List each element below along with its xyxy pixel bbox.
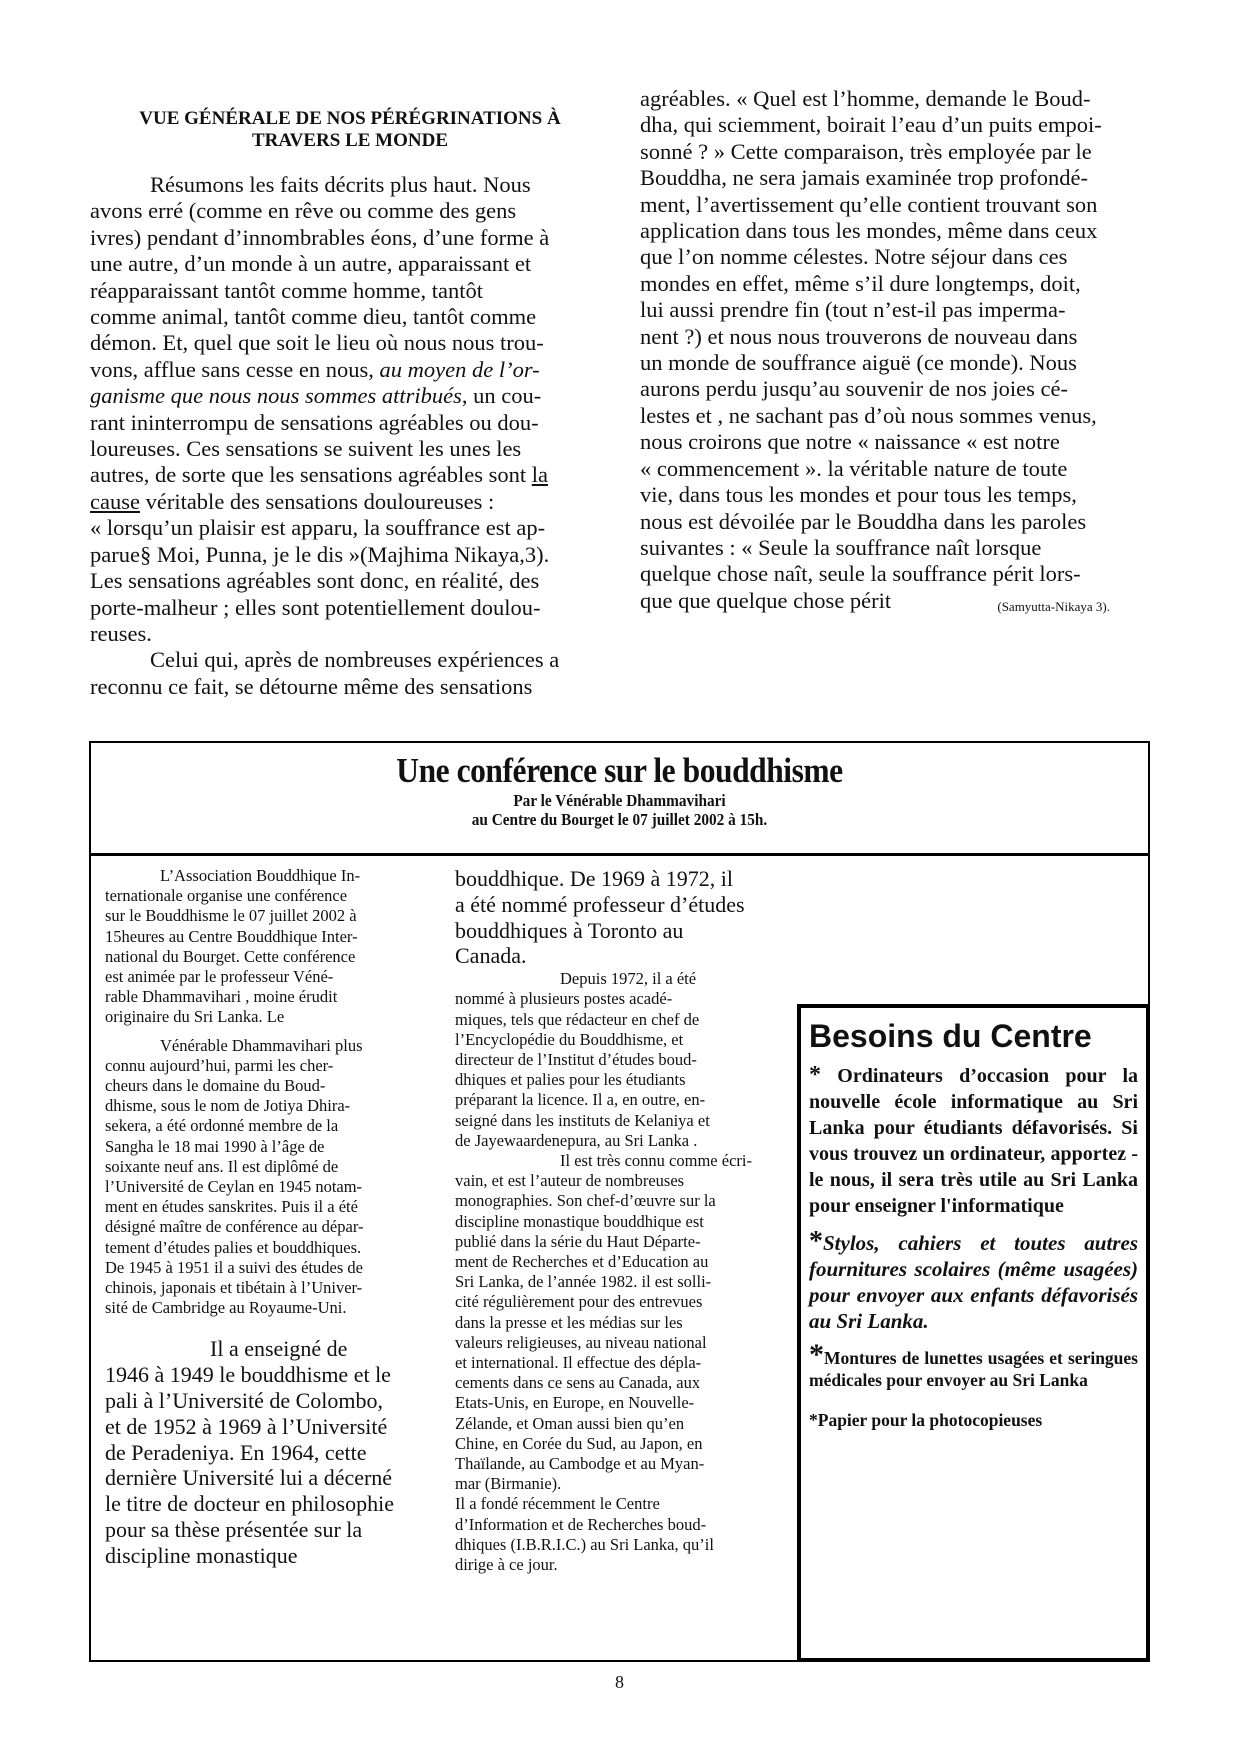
text-line: ternationale organise une conférence xyxy=(105,886,348,906)
text-line: l’Encyclopédie du Bouddhisme, et xyxy=(455,1029,684,1049)
text-line: désigné maître de conférence au dépar- xyxy=(105,1217,364,1237)
needs-title: Besoins du Centre xyxy=(809,1018,1092,1054)
text-line: le titre de docteur en philosophie xyxy=(105,1491,394,1517)
text-line: nous croirons que notre « naissance « est notre xyxy=(640,429,1060,455)
text-line: Sri Lanka, de l’année 1982. il est solli- xyxy=(455,1272,712,1292)
text-line: dha, qui sciemment, boirait l’eau d’un puits empoi- xyxy=(640,112,1102,138)
text-line: 15heures au Centre Bouddhique Inter- xyxy=(105,926,358,946)
conference-column-2 xyxy=(455,866,795,1575)
text-line: vons, afflue sans cesse en nous, xyxy=(90,356,380,382)
text-line: démon. Et, quel que soit le lieu où nous nous trou- xyxy=(90,330,544,356)
conference-paragraph xyxy=(455,866,795,969)
article-title-line: VUE GÉNÉRALE DE NOS PÉRÉGRINATIONS À xyxy=(139,108,561,129)
text-line: véritable des sensations douloureuses : xyxy=(139,488,495,514)
text-line: cheurs dans le domaine du Boud- xyxy=(105,1076,326,1096)
text-line: discipline monastique bouddhique est xyxy=(455,1211,704,1231)
text-line: discipline monastique xyxy=(105,1542,298,1568)
page-number: 8 xyxy=(615,1672,624,1692)
text-line: connu aujourd’hui, parmi les cher- xyxy=(105,1055,334,1075)
text-line: ment de Recherches et d’Education au xyxy=(455,1252,709,1272)
asterisk-icon: * xyxy=(809,1338,824,1371)
text-line: miques, tels que rédacteur en chef de xyxy=(455,1009,700,1029)
text-line: réapparaissant tantôt comme homme, tantôt xyxy=(90,277,484,303)
needs-box xyxy=(797,1004,1150,1662)
text-line: loureuses. Ces sensations se suivent les unes les xyxy=(90,436,522,462)
text-line: autres, de sorte que les sensations agréables sont xyxy=(90,462,532,488)
conference-paragraph xyxy=(105,1336,435,1568)
text-line: nommé à plusieurs postes acadé- xyxy=(455,989,673,1009)
asterisk-icon: * xyxy=(809,1410,818,1430)
text-line: Chine, en Corée du Sud, au Japon, en xyxy=(455,1433,703,1453)
text-line: d’Information et de Recherches boud- xyxy=(455,1514,707,1534)
text-line: ivres) pendant d’innombrables éons, d’une forme à xyxy=(90,224,550,250)
asterisk-icon: * xyxy=(809,1062,821,1088)
text-line: dhiques et palies pour les étudiants xyxy=(455,1070,686,1090)
text-line: sekera, a été ordonné membre de la xyxy=(105,1116,339,1136)
conference-column-1 xyxy=(105,866,435,1569)
text-line: pali à l’Université de Colombo, xyxy=(105,1388,383,1414)
text-line: originaire du Sri Lanka. Le xyxy=(105,1007,285,1027)
text-line: chinois, japonais et tibétain à l’Univer- xyxy=(105,1278,363,1298)
text-line: rant ininterrompu de sensations agréables ou dou- xyxy=(90,409,539,435)
article-left-column xyxy=(90,108,610,700)
text-line: ment en études sanskrites. Puis il a été xyxy=(105,1197,358,1217)
text-line: Canada. xyxy=(455,943,527,969)
text-line: agréables. « Quel est l’homme, demande le Boud- xyxy=(640,86,1091,111)
text-line: valeurs religieuses, au niveau national xyxy=(455,1332,707,1352)
text-line: et international. Il effectue des dépla- xyxy=(455,1353,702,1373)
text-line: Thaïlande, au Cambodge et au Myan- xyxy=(455,1454,705,1474)
text-line: « commencement ». la véritable nature de toute xyxy=(640,455,1068,481)
text-line: avons erré (comme en rêve ou comme des gens xyxy=(90,198,517,224)
text-line: reconnu ce fait, se détourne même des sensations xyxy=(90,673,533,699)
conference-date-location: au Centre du Bourget le 07 juillet 2002 à 15h. xyxy=(471,810,768,829)
asterisk-icon: * xyxy=(809,1226,823,1257)
text-line: Sangha le 18 mai 1990 à l’âge de xyxy=(105,1136,325,1156)
text-line: dhiques (I.B.R.I.C.) au Sri Lanka, qu’il xyxy=(455,1534,714,1554)
text-line: Depuis 1972, il a été xyxy=(560,969,697,989)
text-line: directeur de l’Institut d’études boud- xyxy=(455,1050,697,1069)
text-line: de Peradeniya. En 1964, cette xyxy=(105,1439,367,1465)
article-title xyxy=(90,108,610,152)
text-line: vie, dans tous les mondes et pour tous les temps, xyxy=(640,482,1077,508)
conference-paragraph xyxy=(455,969,795,1151)
text-line: Zélande, et Oman aussi bien qu’en xyxy=(455,1413,685,1433)
text-line: sur le Bouddhisme le 07 juillet 2002 à xyxy=(105,906,357,926)
italic-text: au moyen de l’or- xyxy=(379,356,540,382)
text-line: rable Dhammavihari , moine érudit xyxy=(105,987,338,1007)
text-line: pour sa thèse présentée sur la xyxy=(105,1517,363,1543)
text-line: , un cou- xyxy=(461,383,542,409)
text-line: seigné dans les instituts de Kelaniya et xyxy=(455,1110,710,1130)
text-line: que l’on nomme célestes. Notre séjour dans ces xyxy=(640,244,1068,270)
text-line: cements dans ce sens au Canada, aux xyxy=(455,1373,701,1393)
text-line: dhisme, sous le nom de Jotiya Dhira- xyxy=(105,1096,351,1116)
text-line: Etats-Unis, en Europe, en Nouvelle- xyxy=(455,1393,695,1413)
text-line: monographies. Son chef-d’œuvre sur la xyxy=(455,1191,716,1211)
conference-paragraph xyxy=(455,1151,795,1575)
text-line: application dans tous les mondes, même dans ceux xyxy=(640,218,1098,244)
article-paragraph xyxy=(90,172,610,700)
conference-paragraph xyxy=(105,1036,435,1319)
conference-speaker: Par le Vénérable Dhammavihari xyxy=(513,791,726,810)
need-item-school-supplies xyxy=(809,1226,1138,1334)
text-line: lui aussi prendre fin (tout n’est-il pas imperma- xyxy=(640,297,1066,323)
text-line: cité régulièrement pour des entrevues xyxy=(455,1292,703,1312)
text-line: « lorsqu’un plaisir est apparu, la souffrance est ap- xyxy=(90,515,546,541)
text-line: tement d’études palies et bouddhiques. xyxy=(105,1237,362,1257)
text-line: a été nommé professeur d’études xyxy=(455,891,745,917)
text-line: Les sensations agréables sont donc, en réalité, des xyxy=(90,568,540,594)
underlined-text: la xyxy=(531,462,548,488)
need-text: Montures de lunettes usagées et seringues médicales pour envoyer au Sri Lanka xyxy=(809,1348,1138,1390)
text-line: De 1945 à 1951 il a suivi des études de xyxy=(105,1257,363,1277)
text-line: préparant la licence. Il a, en outre, en- xyxy=(455,1090,706,1110)
text-line: Il a enseigné de xyxy=(210,1336,348,1362)
text-line: mondes en effet, même s’il dure longtemps, doit, xyxy=(640,270,1081,296)
article-right-column xyxy=(640,86,1160,620)
text-line: ment, l’avertissement qu’elle contient trouvant son xyxy=(640,191,1098,217)
text-line: vain, et est l’auteur de nombreuses xyxy=(455,1171,685,1191)
article-title-line: TRAVERS LE MONDE xyxy=(251,130,449,151)
citation-reference: (Samyutta-Nikaya 3). xyxy=(997,598,1110,614)
text-line: dans la presse et les médias sur les xyxy=(455,1312,683,1332)
text-line: sité de Cambridge au Royaume-Uni. xyxy=(105,1298,347,1318)
text-line: un monde de souffrance aiguë (ce monde). Nous xyxy=(640,350,1077,376)
conference-title: Une conférence sur le bouddhisme xyxy=(396,751,843,790)
text-line: Résumons les faits décrits plus haut. Nous xyxy=(150,172,531,197)
text-line: Celui qui, après de nombreuses expériences a xyxy=(150,647,560,673)
need-item-computers xyxy=(809,1062,1138,1219)
underlined-text: cause xyxy=(90,488,140,514)
text-line: parue§ Moi, Punna, je le dis »(Majhima Nikaya,3). xyxy=(90,541,550,567)
text-line: Il est très connu comme écri- xyxy=(560,1151,752,1171)
text-line: dernière Université lui a décerné xyxy=(105,1465,393,1491)
need-text: Papier pour la photocopieuses xyxy=(817,1410,1043,1430)
article-paragraph xyxy=(640,86,1160,588)
conference-header xyxy=(91,743,1148,856)
text-line: national du Bourget. Cette conférence xyxy=(105,946,356,966)
need-item-paper xyxy=(809,1409,1138,1431)
text-line: publié dans la série du Haut Départe- xyxy=(455,1231,701,1251)
text-line: bouddhiques à Toronto au xyxy=(455,917,684,943)
text-line: Il a fondé récemment le Centre xyxy=(455,1494,660,1514)
text-line: L’Association Bouddhique In- xyxy=(160,866,361,885)
text-line: mar (Birmanie). xyxy=(455,1474,562,1494)
italic-text: ganisme que nous nous sommes attribués xyxy=(90,383,462,409)
text-line: suivantes : « Seule la souffrance naît lorsque xyxy=(640,534,1042,560)
text-line: sonné ? » Cette comparaison, très employée par le xyxy=(640,138,1092,164)
need-item-glasses-syringes xyxy=(809,1338,1138,1391)
text-line: Vénérable Dhammavihari plus xyxy=(160,1035,363,1055)
text-line: aurons perdu jusqu’au souvenir de nos joies cé- xyxy=(640,376,1069,402)
text-line: nent ?) et nous nous trouverons de nouveau dans xyxy=(640,323,1078,349)
text-line: dirige à ce jour. xyxy=(455,1555,558,1575)
article-paragraph-end xyxy=(640,588,1160,614)
text-line: Bouddha, ne sera jamais examinée trop profondé- xyxy=(640,165,1088,191)
conference-paragraph xyxy=(105,866,435,1028)
text-line: porte-malheur ; elles sont potentiellement doulou- xyxy=(90,594,541,620)
text-line: bouddhique. De 1969 à 1972, il xyxy=(455,866,734,891)
text-line: soixante neuf ans. Il est diplômé de xyxy=(105,1156,339,1176)
text-line: nous est dévoilée par le Bouddha dans les paroles xyxy=(640,508,1087,534)
text-line: et de 1952 à 1969 à l’Université xyxy=(105,1413,388,1439)
text-line: 1946 à 1949 le bouddhisme et le xyxy=(105,1362,391,1388)
text-line: reuses. xyxy=(90,620,152,646)
text-line: de Jayewaardenepura, au Sri Lanka . xyxy=(455,1130,698,1150)
text-line: lestes et , ne sachant pas d’où nous sommes venus, xyxy=(640,402,1097,428)
need-text: Ordinateurs d’occasion pour la nouvelle école informatique au Sri Lanka pour étudiants défavorisés. Si vous trouvez un ordinateur, apportez - le nous, il sera très utile au Sri Lanka pour enseigner l'informatique xyxy=(809,1065,1138,1217)
text-line: l’Université de Ceylan en 1945 notam- xyxy=(105,1177,363,1197)
need-text: Stylos, cahiers et toutes autres fournitures scolaires (même usagées) pour envoyer aux enfants défavorisés au Sri Lanka. xyxy=(809,1231,1138,1333)
text-line: que que quelque chose périt xyxy=(640,587,892,613)
text-line: une autre, d’un monde à un autre, apparaissant et xyxy=(90,251,532,277)
text-line: est animée par le professeur Véné- xyxy=(105,967,334,987)
text-line: quelque chose naît, seule la souffrance périt lors- xyxy=(640,561,1081,587)
text-line: comme animal, tantôt comme dieu, tantôt comme xyxy=(90,304,537,330)
